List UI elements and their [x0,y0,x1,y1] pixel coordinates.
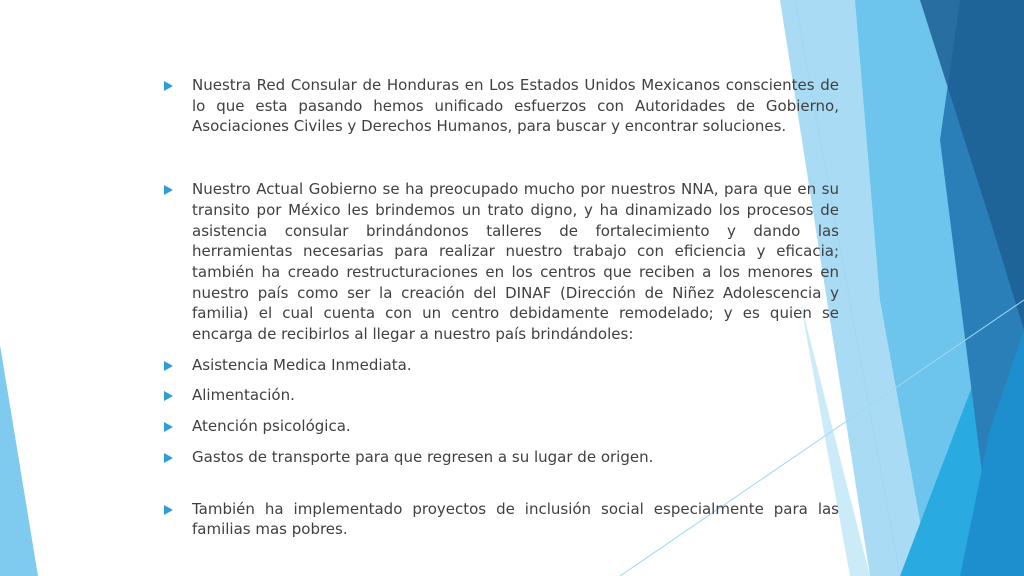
bullet-arrow-icon [164,422,173,432]
bullet-text: Nuestra Red Consular de Honduras en Los Estados Unidos Mexicanos conscientes de lo que esta pasando hemos unificado esfuerzos con Autoridades de Gobierno, Asociaciones Civiles y Derechos Humanos, para buscar y encontrar soluciones. [192,76,839,136]
bullet-text: También ha implementado proyectos de inclusión social especialmente para las familias mas pobres. [192,499,839,539]
bullet-arrow-icon [164,453,173,463]
bullet-consular-network [162,75,839,137]
bullet-text: Asistencia Medica Inmediata. [192,355,412,374]
bullet-text: Nuestro Actual Gobierno se ha preocupado mucho por nuestros NNA, para que en su transito por México les brindemos un trato digno, y ha dinamizado los procesos de asistencia consular brindándonos talleres de fortalecimiento y dando las herramientas necesarias para realizar nuestro trabajo con eficiencia y eficacia; también ha creado restructuraciones en los centros que reciben a los menores en nuestro país como ser la creación del DINAF (Dirección de Niñez Adolescencia y familia) el cual cuenta con un centro debidamente remodelado; y es quien se encarga de recibirlos al llegar a nuestro país brindándoles: [192,180,839,344]
bullet-food [162,385,839,406]
left-edge-shape [0,345,38,576]
bullet-text: Atención psicológica. [192,417,351,436]
bullet-social-inclusion [162,499,839,540]
bullet-psychological-care [162,416,839,437]
bullet-arrow-icon [164,505,173,515]
bullet-text: Alimentación. [192,386,295,405]
slide-content [162,75,839,540]
bullet-medical-assistance [162,355,839,376]
bullet-text: Gastos de transporte para que regresen a su lugar de origen. [192,447,654,466]
bullet-arrow-icon [164,185,173,195]
bullet-arrow-icon [164,361,173,371]
bullet-arrow-icon [164,391,173,401]
bullet-government-actions [162,179,839,345]
bullet-arrow-icon [164,81,173,91]
bullet-transport-costs [162,447,839,468]
